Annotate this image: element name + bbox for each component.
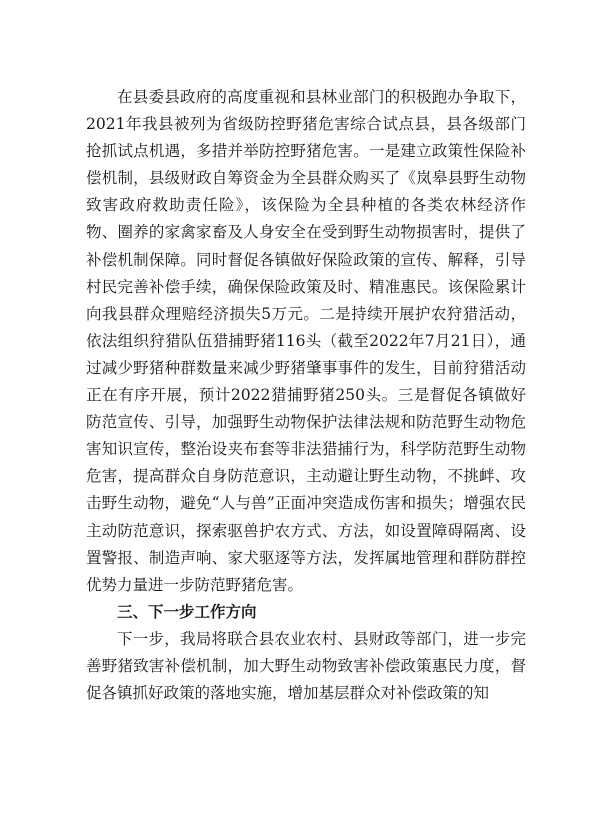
document-body — [86, 84, 526, 707]
paragraph-measures: 在县委县政府的高度重视和县林业部门的积极跑办争取下，2021年我县被列为省级防控野猪危害综合试点县，县各级部门抢抓试点机遇，多措并举防控野猪危害。一是建立政策性保险补偿机制，县级财政自筹资金为全县群众购买了《岚皋县野生动物致害政府救助责任险》，该保险为全县种植的各类农林经济作物、圈养的家禽家畜及人身安全在受到野生动物损害时，提供了补偿机制保障。同时督促各镇做好保险政策的宣传、解释，引导村民完善补偿手续，确保保险政策及时、精准惠民。该保险累计向我县群众理赔经济损失5万元。二是持续开展护农狩猎活动，依法组织狩猎队伍猎捕野猪116头（截至2022年7月21日），通过减少野猪种群数量来减少野猪肇事事件的发生，目前狩猎活动正在有序开展，预计2022猎捕野猪250头。三是督促各镇做好防范宣传、引导，加强野生动物保护法律法规和防范野生动物危害知识宣传，整治设夹布套等非法猎捕行为，科学防范野生动物危害，提高群众自身防范意识，主动避让野生动物，不挑衅、攻击野生动物，避免“人与兽”正面冲突造成伤害和损失；增强农民主动防范意识，探索驱兽护农方式、方法，如设置障碍隔离、设置警报、制造声响、家犬驱逐等方法，发挥属地管理和群防群控优势力量进一步防范野猪危害。 — [86, 88, 526, 594]
section-heading-next-steps: 三、下一步工作方向 — [117, 602, 257, 621]
paragraph-next-steps: 下一步，我局将联合县农业农村、县财政等部门，进一步完善野猪致害补偿机制，加大野生动物致害补偿政策惠民力度，督促各镇抓好政策的落地实施，增加基层群众对补偿政策的知 — [86, 629, 526, 703]
